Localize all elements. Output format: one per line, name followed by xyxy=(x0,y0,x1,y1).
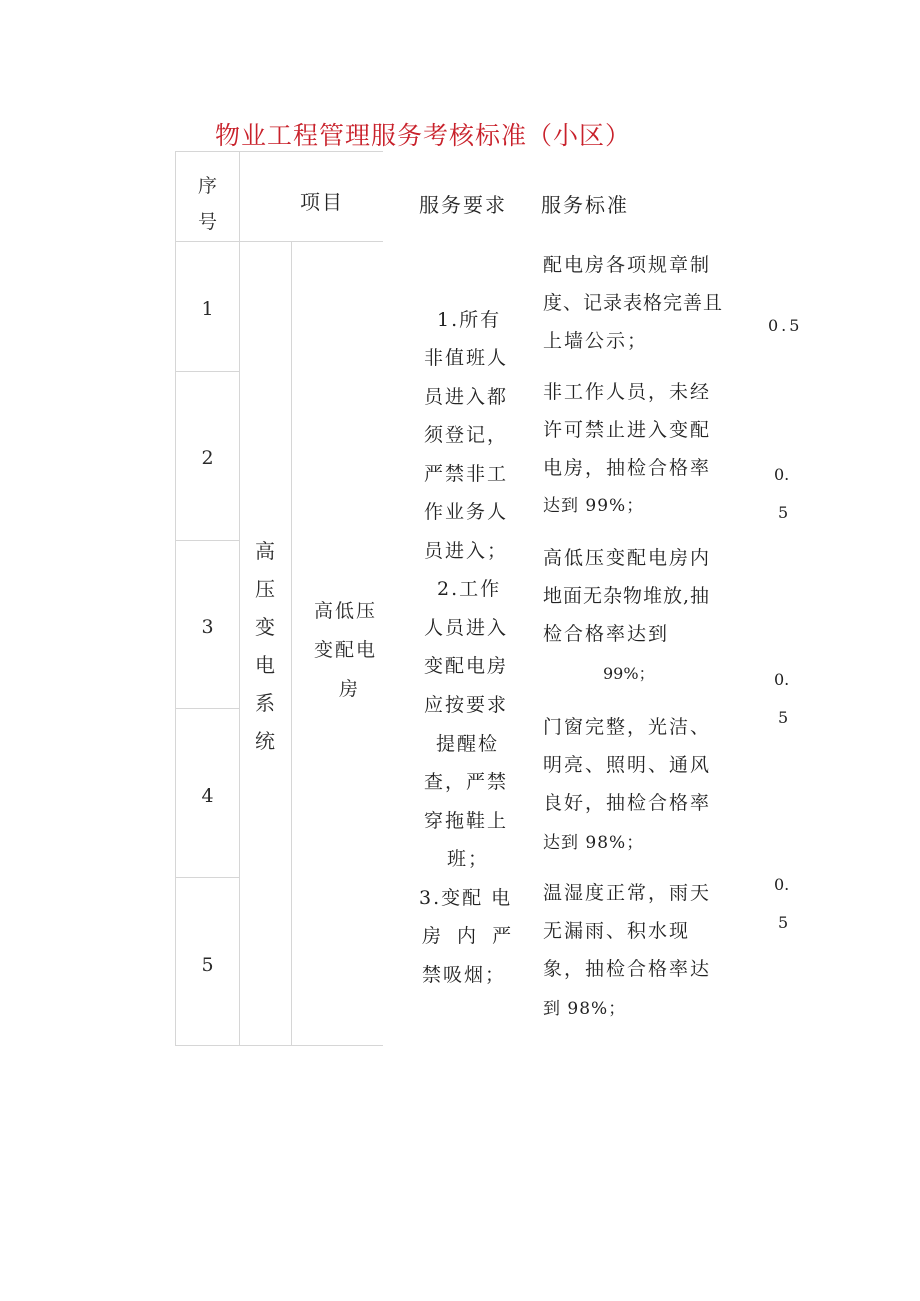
header-standard: 服务标准 xyxy=(541,193,629,217)
standard-line: 电房，抽检合格率 xyxy=(543,457,712,479)
table-row-divider xyxy=(175,371,240,372)
header-seq-line1: 序 xyxy=(197,175,217,197)
sub-item-line: 高低压 xyxy=(314,600,378,622)
category-label xyxy=(253,532,277,760)
standard-line: 99%； xyxy=(603,664,655,683)
table-border-top xyxy=(175,151,383,152)
score-value: 0.5 xyxy=(768,316,803,335)
requirement-line: 房 内 严 xyxy=(422,925,514,947)
requirement-line: 穿拖鞋上 xyxy=(424,810,509,832)
standard-line: 达到 99%； xyxy=(543,496,645,516)
standard-line: 非工作人员，未经 xyxy=(543,381,712,403)
standard-line: 温湿度正常，雨天 xyxy=(543,882,712,904)
requirement-line: 作业务人 xyxy=(424,501,509,523)
table-row-divider xyxy=(175,877,240,878)
standard-line: 象，抽检合格率达 xyxy=(543,958,712,980)
header-requirement: 服务要求 xyxy=(419,193,507,217)
table-border-bottom xyxy=(175,1045,383,1046)
requirement-line: 严禁非工 xyxy=(424,463,509,485)
category-char: 压 xyxy=(255,577,275,601)
row-number-3: 3 xyxy=(201,616,214,638)
score-value: 0. xyxy=(774,465,790,484)
score-value: 0. xyxy=(774,875,790,894)
requirement-line: 查，严禁 xyxy=(424,771,509,793)
requirement-line: 2.工作 xyxy=(437,578,502,600)
sub-item-line: 房 xyxy=(339,678,361,700)
table-col-divider xyxy=(291,241,292,1046)
standard-line: 度、记录表格完善且 xyxy=(543,292,724,314)
table-border-left xyxy=(175,151,176,1046)
table-row-divider xyxy=(175,540,240,541)
requirement-line: 3.变配 电 xyxy=(419,887,513,909)
standard-line: 许可禁止进入变配 xyxy=(543,419,712,441)
requirement-line: 应按要求 xyxy=(424,694,509,716)
standard-line: 配电房各项规章制 xyxy=(543,254,712,276)
requirement-line: 禁吸烟； xyxy=(422,964,507,986)
sub-item-label xyxy=(300,592,392,709)
standard-line: 上墙公示； xyxy=(543,330,649,352)
requirement-line: 员进入都 xyxy=(424,386,509,408)
sub-item-line: 变配电 xyxy=(314,639,378,661)
requirement-line: 提醒检 xyxy=(436,733,500,755)
category-char: 系 xyxy=(255,691,275,715)
standard-line: 达到 98%； xyxy=(543,833,645,853)
category-char: 高 xyxy=(255,539,275,563)
header-seq xyxy=(176,168,239,240)
table-row-divider xyxy=(175,241,383,242)
standard-line: 明亮、照明、通风 xyxy=(543,754,712,776)
requirement-line: 须登记， xyxy=(424,424,509,446)
standard-line: 到 98%； xyxy=(543,999,627,1019)
table-col-divider xyxy=(239,151,240,1046)
score-value: 5 xyxy=(778,708,789,727)
row-number-4: 4 xyxy=(201,785,214,807)
table-row-divider xyxy=(175,708,240,709)
row-number-2: 2 xyxy=(201,447,214,469)
score-value: 0. xyxy=(774,670,790,689)
standard-line: 地面无杂物堆放,抽 xyxy=(543,585,711,607)
requirement-line: 1.所有 xyxy=(437,309,502,331)
requirement-line: 变配电房 xyxy=(424,655,509,677)
requirement-line: 非值班人 xyxy=(424,347,509,369)
score-value: 5 xyxy=(778,503,789,522)
category-char: 变 xyxy=(255,615,275,639)
category-char: 电 xyxy=(255,653,275,677)
standard-line: 高低压变配电房内 xyxy=(543,547,712,569)
row-number-5: 5 xyxy=(201,954,214,976)
requirement-line: 员进入； xyxy=(424,540,509,562)
score-value: 5 xyxy=(778,913,789,932)
header-item: 项目 xyxy=(300,190,344,214)
standard-line: 无漏雨、积水现 xyxy=(543,920,691,942)
header-seq-line2: 号 xyxy=(197,211,217,233)
requirement-line: 班； xyxy=(447,848,490,870)
category-char: 统 xyxy=(255,729,275,753)
standard-line: 门窗完整，光洁、 xyxy=(543,716,712,738)
page-title: 物业工程管理服务考核标准（小区） xyxy=(215,121,632,150)
standard-line: 检合格率达到 xyxy=(543,623,670,645)
standard-line: 良好，抽检合格率 xyxy=(543,792,712,814)
requirement-line: 人员进入 xyxy=(424,617,509,639)
row-number-1: 1 xyxy=(201,298,214,320)
